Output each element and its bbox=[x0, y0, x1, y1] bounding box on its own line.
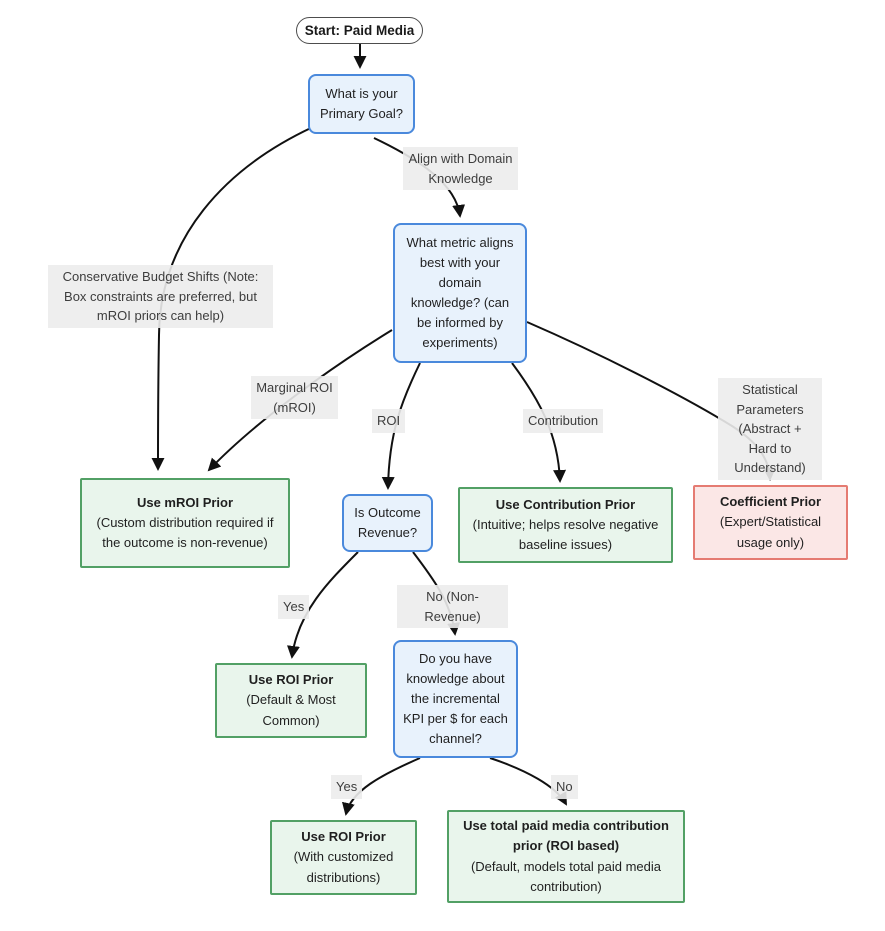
node-use-mroi-desc: (Custom distribution required if the outcome is non-revenue) bbox=[96, 514, 274, 551]
node-use-total-contribution-title: Use total paid media contribution prior (ROI based) bbox=[463, 818, 669, 854]
node-use-roi-prior-custom bbox=[270, 820, 417, 895]
node-kpi-question bbox=[393, 640, 518, 758]
node-is-outcome-revenue-text: Is Outcome Revenue? bbox=[354, 504, 421, 540]
edge-label-statistical-parameters: Statistical Parameters (Abstract + Hard to Understand) bbox=[718, 378, 822, 480]
edge-label-no-kpi: No bbox=[551, 775, 578, 799]
node-use-roi-prior-default bbox=[215, 663, 367, 738]
node-is-outcome-revenue bbox=[342, 494, 433, 552]
node-use-mroi-prior bbox=[80, 478, 290, 568]
node-use-mroi-title: Use mROI Prior bbox=[136, 494, 234, 510]
edge-label-align-domain: Align with Domain Knowledge bbox=[403, 147, 518, 190]
node-start-label: Start: Paid Media bbox=[304, 23, 415, 38]
node-metric-question-text: What metric aligns best with your domain knowledge? (can be informed by experiments) bbox=[406, 234, 514, 351]
edge-label-yes-kpi: Yes bbox=[331, 775, 362, 799]
edge-label-conservative-budget: Conservative Budget Shifts (Note: Box constraints are preferred, but mROI priors can help) bbox=[48, 265, 273, 328]
edge-label-roi: ROI bbox=[372, 409, 405, 433]
node-use-total-contribution-prior bbox=[447, 810, 685, 903]
node-coefficient-prior-title: Coefficient Prior bbox=[719, 494, 822, 510]
node-use-contribution-desc: (Intuitive; helps resolve negative baseline issues) bbox=[472, 516, 659, 553]
node-kpi-question-text: Do you have knowledge about the incremental KPI per $ for each channel? bbox=[403, 650, 508, 747]
edge-label-yes-revenue: Yes bbox=[278, 595, 309, 619]
node-start bbox=[296, 17, 423, 44]
node-use-contribution-prior bbox=[458, 487, 673, 563]
node-use-roi-custom-title: Use ROI Prior bbox=[301, 829, 386, 845]
node-use-roi-custom-desc: (With customized distributions) bbox=[293, 849, 394, 885]
node-coefficient-prior bbox=[693, 485, 848, 560]
node-coefficient-prior-desc: (Expert/Statistical usage only) bbox=[719, 514, 822, 550]
node-use-total-contribution-desc: (Default, models total paid media contribution) bbox=[470, 858, 662, 894]
node-primary-goal-question bbox=[308, 74, 415, 134]
node-use-roi-default-desc: (Default & Most Common) bbox=[246, 692, 336, 728]
edge-label-marginal-roi: Marginal ROI (mROI) bbox=[251, 376, 338, 419]
node-primary-goal-text: What is your Primary Goal? bbox=[319, 85, 404, 121]
node-metric-question bbox=[393, 223, 527, 363]
node-use-contribution-title: Use Contribution Prior bbox=[495, 496, 636, 512]
edge-label-contribution: Contribution bbox=[523, 409, 603, 433]
edge-label-no-non-revenue: No (Non-Revenue) bbox=[397, 585, 508, 628]
node-use-roi-default-title: Use ROI Prior bbox=[248, 672, 334, 688]
